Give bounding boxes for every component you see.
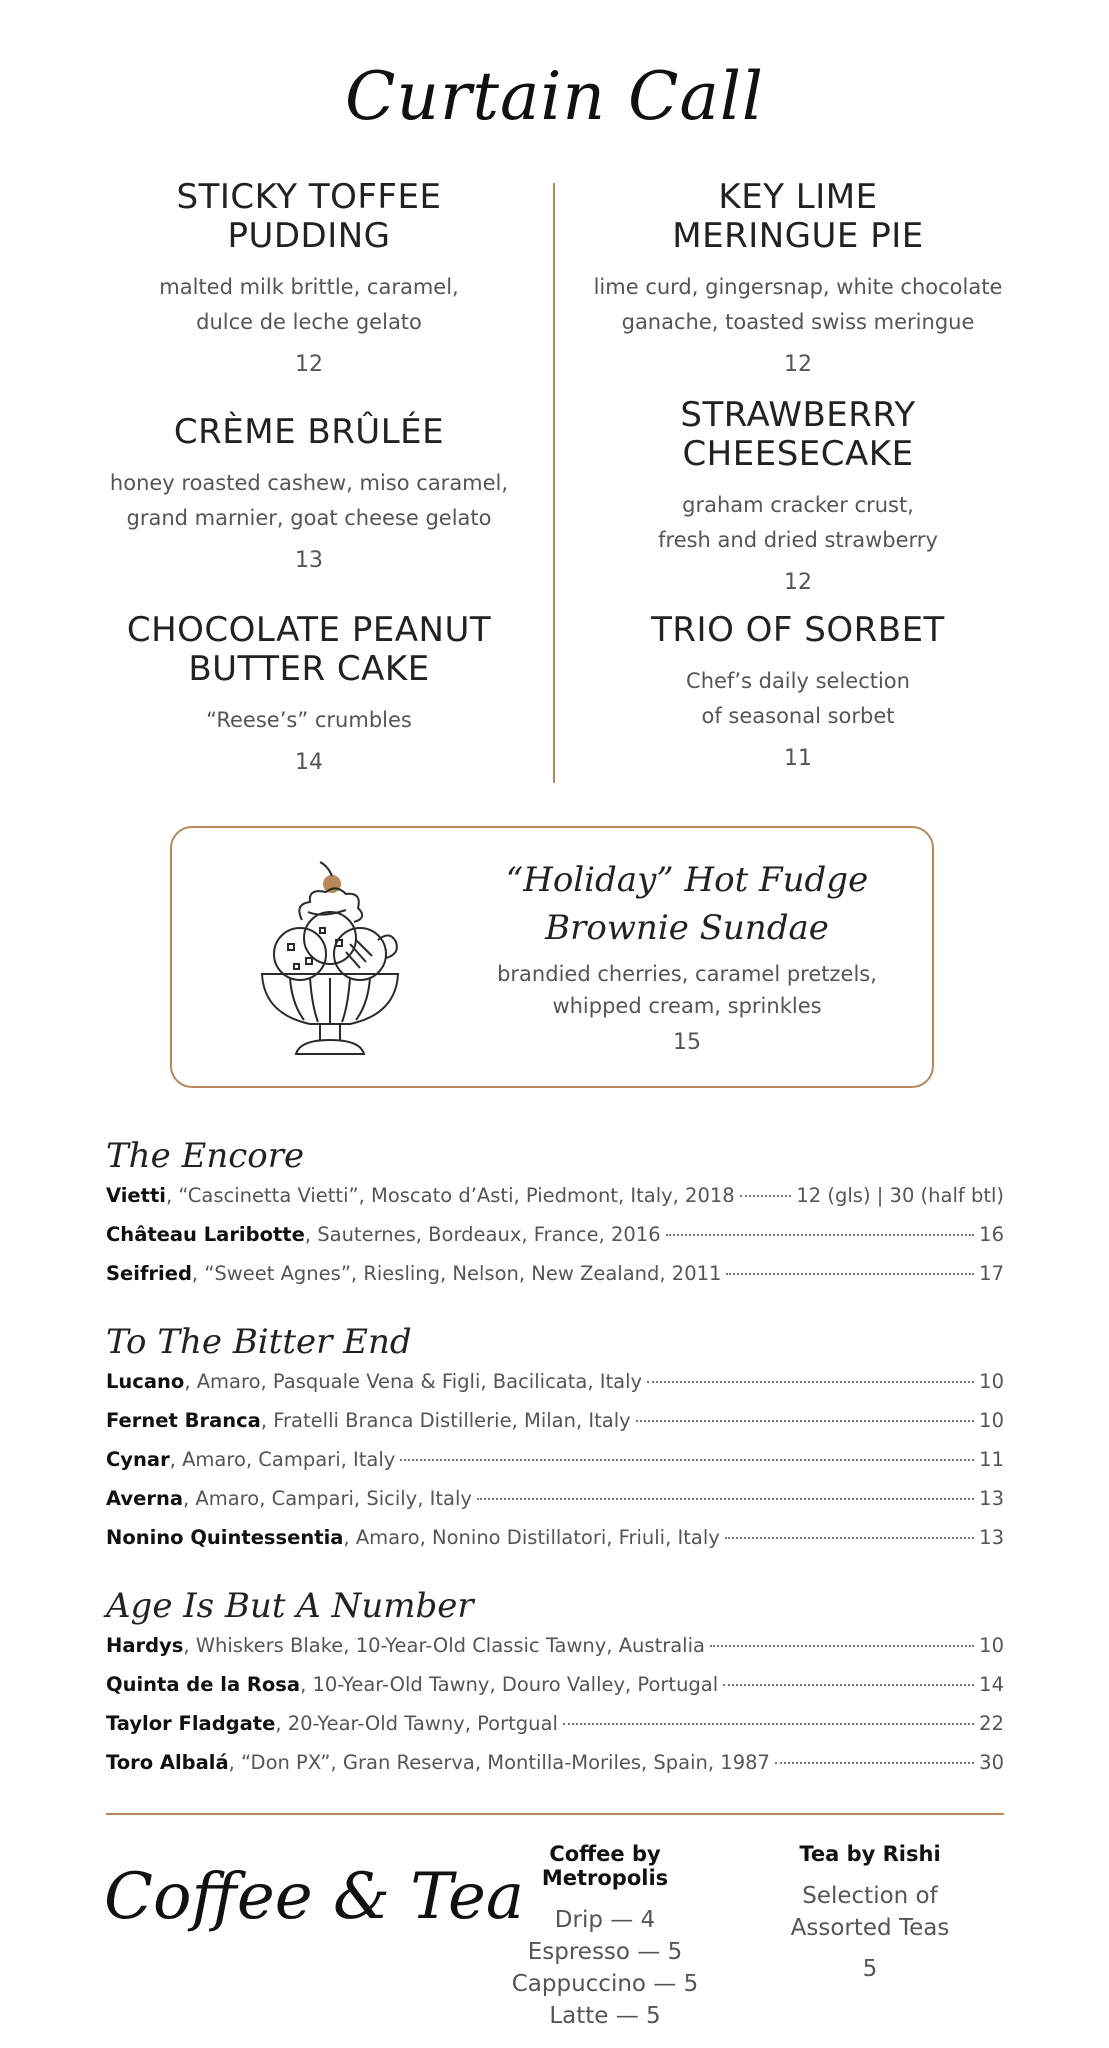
item-price: 12 (gls) | 30 (half btl) bbox=[796, 1184, 1004, 1207]
coffee-heading: Coffee by Metropolis bbox=[541, 1842, 669, 1890]
item-detail: , 20-Year-Old Tawny, Portgual bbox=[275, 1712, 558, 1735]
producer-name: Seifried bbox=[106, 1262, 192, 1285]
section-age-is-but-a-number bbox=[106, 1584, 1004, 1790]
dot-leader bbox=[400, 1459, 974, 1461]
dessert-item bbox=[64, 178, 554, 377]
dessert-description: graham cracker crust, fresh and dried strawberry bbox=[658, 493, 938, 552]
item-price: 17 bbox=[979, 1262, 1004, 1285]
list-item bbox=[106, 1370, 1004, 1409]
dot-leader bbox=[563, 1723, 974, 1725]
dessert-item bbox=[553, 611, 1043, 771]
item-price: 10 bbox=[979, 1409, 1004, 1432]
featured-dessert-description: brandied cherries, caramel pretzels, whipped cream, sprinkles bbox=[497, 962, 877, 1018]
coffee-tea-title: Coffee & Tea bbox=[104, 1860, 524, 1934]
list-item bbox=[106, 1409, 1004, 1448]
coffee-item: Espresso — 5 bbox=[527, 1939, 683, 1965]
tea-heading: Tea by Rishi bbox=[799, 1842, 941, 1866]
dot-leader bbox=[647, 1381, 974, 1383]
dessert-description: Chef’s daily selection of seasonal sorbet bbox=[686, 669, 910, 728]
list-item bbox=[106, 1673, 1004, 1712]
dessert-name: CRÈME BRÛLÉE bbox=[173, 412, 445, 452]
item-detail: , Fratelli Branca Distillerie, Milan, Italy bbox=[260, 1409, 631, 1432]
page-title: Curtain Call bbox=[344, 58, 765, 135]
coffee-item: Drip — 4 bbox=[554, 1907, 656, 1933]
dessert-name: TRIO OF SORBET bbox=[651, 610, 945, 650]
dessert-name: CHOCOLATE PEANUT BUTTER CAKE bbox=[126, 610, 492, 689]
item-price: 22 bbox=[979, 1712, 1004, 1735]
dot-leader bbox=[740, 1195, 792, 1197]
featured-dessert-text bbox=[472, 856, 902, 1055]
list-item bbox=[106, 1223, 1004, 1262]
dessert-price: 13 bbox=[295, 548, 323, 573]
dot-leader bbox=[477, 1498, 974, 1500]
producer-name: Vietti bbox=[106, 1184, 166, 1207]
dessert-price: 12 bbox=[295, 352, 323, 377]
featured-dessert-box bbox=[170, 826, 934, 1088]
dessert-price: 11 bbox=[784, 746, 812, 771]
producer-name: Lucano bbox=[106, 1370, 185, 1393]
list-item bbox=[106, 1184, 1004, 1223]
dessert-description: lime curd, gingersnap, white chocolate ganache, toasted swiss meringue bbox=[593, 275, 1003, 334]
list-item bbox=[106, 1751, 1004, 1790]
item-detail: , Whiskers Blake, 10-Year-Old Classic Tawny, Australia bbox=[183, 1634, 705, 1657]
tea-price: 5 bbox=[862, 1956, 878, 1982]
tea-item: Assorted Teas bbox=[790, 1915, 950, 1941]
section-title: To The Bitter End bbox=[106, 1322, 412, 1362]
dessert-name: STRAWBERRY CHEESECAKE bbox=[680, 395, 916, 474]
item-price: 11 bbox=[979, 1448, 1004, 1471]
dessert-description: malted milk brittle, caramel, dulce de leche gelato bbox=[159, 275, 459, 334]
dot-leader bbox=[725, 1537, 974, 1539]
dot-leader bbox=[775, 1762, 974, 1764]
dot-leader bbox=[726, 1273, 974, 1275]
dessert-name: KEY LIME MERINGUE PIE bbox=[672, 177, 924, 256]
producer-name: Fernet Branca bbox=[106, 1409, 261, 1432]
section-divider bbox=[106, 1813, 1004, 1815]
list-item bbox=[106, 1262, 1004, 1301]
item-price: 10 bbox=[979, 1634, 1004, 1657]
producer-name: Nonino Quintessentia bbox=[106, 1526, 344, 1549]
dessert-price: 12 bbox=[784, 352, 812, 377]
producer-name: Toro Albalá bbox=[106, 1751, 229, 1774]
dessert-description: honey roasted cashew, miso caramel, grand marnier, goat cheese gelato bbox=[109, 471, 509, 530]
ice-cream-sundae-icon bbox=[250, 858, 410, 1058]
dessert-item bbox=[64, 413, 554, 573]
coffee-item: Cappuccino — 5 bbox=[511, 1971, 699, 1997]
tea-item: Selection of bbox=[802, 1883, 938, 1909]
item-price: 30 bbox=[979, 1751, 1004, 1774]
producer-name: Quinta de la Rosa bbox=[106, 1673, 301, 1696]
section-title: Age Is But A Number bbox=[106, 1586, 474, 1626]
dot-leader bbox=[723, 1684, 974, 1686]
dessert-item bbox=[64, 611, 554, 775]
dot-leader bbox=[666, 1234, 975, 1236]
list-item bbox=[106, 1712, 1004, 1751]
coffee-item: Latte — 5 bbox=[549, 2003, 661, 2029]
dessert-description: “Reese’s” crumbles bbox=[206, 708, 412, 732]
producer-name: Taylor Fladgate bbox=[106, 1712, 276, 1735]
item-price: 16 bbox=[979, 1223, 1004, 1246]
item-detail: , Amaro, Nonino Distillatori, Friuli, Italy bbox=[343, 1526, 720, 1549]
item-detail: , “Cascinetta Vietti”, Moscato d’Asti, Piedmont, Italy, 2018 bbox=[166, 1184, 735, 1207]
dot-leader bbox=[710, 1645, 974, 1647]
list-item bbox=[106, 1448, 1004, 1487]
item-detail: , “Sweet Agnes”, Riesling, Nelson, New Zealand, 2011 bbox=[191, 1262, 722, 1285]
section-title: The Encore bbox=[106, 1136, 305, 1176]
item-detail: , Amaro, Pasquale Vena & Figli, Bacilicata, Italy bbox=[184, 1370, 643, 1393]
producer-name: Hardys bbox=[106, 1634, 184, 1657]
list-item bbox=[106, 1634, 1004, 1673]
section-to-the-bitter-end bbox=[106, 1320, 1004, 1565]
coffee-column bbox=[490, 1842, 720, 2032]
list-item bbox=[106, 1487, 1004, 1526]
item-detail: , “Don PX”, Gran Reserva, Montilla-Moriles, Spain, 1987 bbox=[228, 1751, 770, 1774]
dessert-name: STICKY TOFFEE PUDDING bbox=[176, 177, 442, 256]
featured-dessert-name: “Holiday” Hot Fudge Brownie Sundae bbox=[505, 860, 869, 948]
producer-name: Château Laribotte bbox=[106, 1223, 305, 1246]
dessert-price: 12 bbox=[784, 570, 812, 595]
dot-leader bbox=[636, 1420, 975, 1422]
item-price: 13 bbox=[979, 1487, 1004, 1510]
producer-name: Cynar bbox=[106, 1448, 170, 1471]
tea-column bbox=[770, 1842, 970, 1982]
featured-dessert-price: 15 bbox=[673, 1030, 701, 1055]
item-price: 14 bbox=[979, 1673, 1004, 1696]
item-detail: , 10-Year-Old Tawny, Douro Valley, Portugal bbox=[300, 1673, 719, 1696]
item-price: 13 bbox=[979, 1526, 1004, 1549]
item-detail: , Amaro, Campari, Sicily, Italy bbox=[183, 1487, 472, 1510]
dessert-price: 14 bbox=[295, 750, 323, 775]
list-item bbox=[106, 1526, 1004, 1565]
item-price: 10 bbox=[979, 1370, 1004, 1393]
section-the-encore bbox=[106, 1134, 1004, 1301]
dessert-item bbox=[553, 178, 1043, 377]
item-detail: , Amaro, Campari, Italy bbox=[169, 1448, 396, 1471]
dessert-item bbox=[553, 396, 1043, 595]
producer-name: Averna bbox=[106, 1487, 183, 1510]
item-detail: , Sauternes, Bordeaux, France, 2016 bbox=[304, 1223, 661, 1246]
